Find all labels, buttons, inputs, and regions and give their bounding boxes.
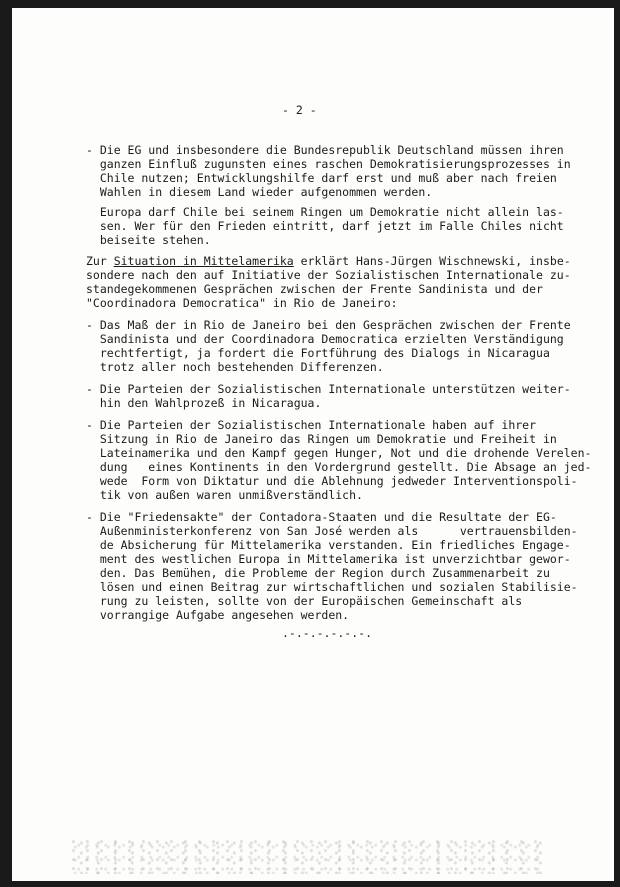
bullet-contadora-4: ment des westlichen Europa in Mittelamerika ist unverzichtbar gewor- <box>86 552 571 566</box>
bullet-contadora-5: den. Das Bemühen, die Probleme der Region durch Zusammenarbeit zu <box>86 566 550 580</box>
bullet-sitzung-5: wede Form von Diktatur und die Ablehnung jedweder Interventionspoli- <box>86 474 578 488</box>
closing-mark: .-.-.-.-.-.-. <box>282 626 373 640</box>
bullet-sitzung-1: - Die Parteien der Sozialistischen Internationale haben auf ihrer <box>86 418 537 432</box>
bullet-chile-4: Wahlen in diesem Land wieder aufgenommen werden. <box>86 185 433 199</box>
intro-line-4: "Coordinadora Democratica" in Rio de Janeiro: <box>86 296 398 310</box>
bullet-contadora-2: Außenministerkonferenz von San José werden als vertrauensbilden- <box>86 524 578 538</box>
intro-line-2: sondere nach den auf Initiative der Sozialistischen Internationale zu- <box>86 268 571 282</box>
bullet-contadora-6: lösen und einen Beitrag zur wirtschaftlichen und sozialen Stabilisie- <box>86 580 578 594</box>
para-europa-1: Europa darf Chile bei seinem Ringen um Demokratie nicht allein las- <box>86 205 564 219</box>
para-europa-2: sen. Wer für den Frieden eintritt, darf jetzt im Falle Chiles nicht <box>86 219 564 233</box>
bullet-rio-3: rechtfertigt, ja fordert die Fortführung des Dialogs in Nicaragua <box>86 346 550 360</box>
bullet-sitzung-2: Sitzung in Rio de Janeiro das Ringen um Demokratie und Freiheit in <box>86 432 557 446</box>
bullet-contadora-8: vorrangige Aufgabe angesehen werden. <box>86 608 350 622</box>
bullet-wahl-1: - Die Parteien der Sozialistischen Internationale unterstützen weiter- <box>86 382 571 396</box>
intro-underlined-topic: Situation in Mittelamerika <box>113 254 294 268</box>
bullet-sitzung-3: Lateinamerika und den Kampf gegen Hunger, Not und die drohende Verelen- <box>86 446 592 460</box>
scan-noise <box>72 838 542 874</box>
bullet-sitzung-4: dung eines Kontinents in den Vordergrund gestellt. Die Absage an jed- <box>86 460 592 474</box>
intro-line-1: Zur Situation in Mittelamerika erklärt Hans-Jürgen Wischnewski, insbe- <box>86 254 571 268</box>
intro-line-3: standegekommenen Gesprächen zwischen der Frente Sandinista und der <box>86 282 543 296</box>
bullet-contadora-7: rung zu leisten, sollte von der Europäischen Gemeinschaft als <box>86 594 523 608</box>
bullet-contadora-3: de Absicherung für Mittelamerika verstanden. Ein friedliches Engage- <box>86 538 571 552</box>
bullet-rio-1: - Das Maß der in Rio de Janeiro bei den Gesprächen zwischen der Frente <box>86 318 571 332</box>
bullet-rio-2: Sandinista und der Coordinadora Democratica erzielten Verständigung <box>86 332 564 346</box>
bullet-sitzung-6: tik von außen waren unmißverständlich. <box>86 488 363 502</box>
para-europa-3: beiseite stehen. <box>86 233 211 247</box>
page-number: - 2 - <box>282 103 317 117</box>
bullet-wahl-2: hin den Wahlprozeß in Nicaragua. <box>86 396 322 410</box>
bullet-chile-2: ganzen Einfluß zugunsten eines raschen Demokratisierungsprozesses in <box>86 157 571 171</box>
document-page <box>12 8 614 881</box>
bullet-contadora-1: - Die "Friedensakte" der Contadora-Staaten und die Resultate der EG- <box>86 510 557 524</box>
bullet-chile-1: - Die EG und insbesondere die Bundesrepublik Deutschland müssen ihren <box>86 143 564 157</box>
bullet-chile-3: Chile nutzen; Entwicklungshilfe darf erst und muß aber nach freien <box>86 171 557 185</box>
bullet-rio-4: trotz aller noch bestehenden Differenzen. <box>86 360 384 374</box>
